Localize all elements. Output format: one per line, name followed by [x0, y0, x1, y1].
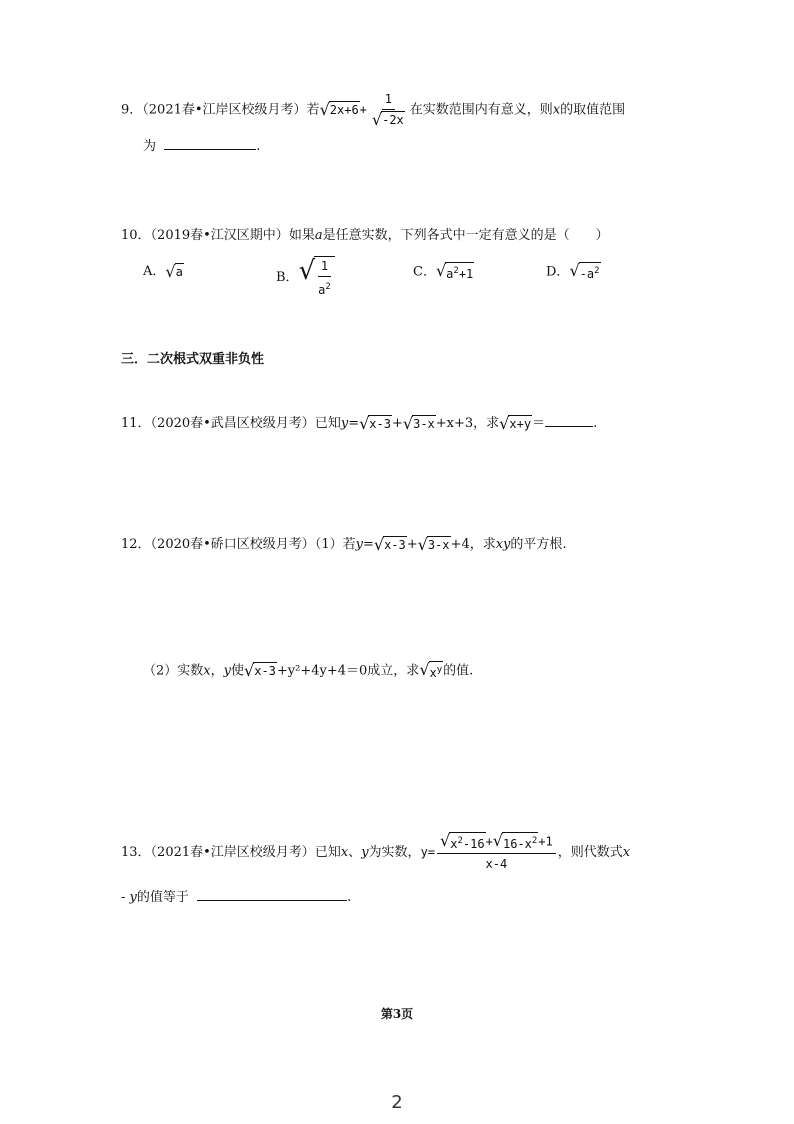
q9-fraction: 1 √ -2x: [371, 92, 404, 129]
question-10: 10．（2019春•江汉区期中）如果a是任意实数，下列各式中一定有意义的是（ ）: [121, 228, 609, 243]
question-9-line-2: 为 .: [143, 135, 260, 157]
section-heading: 三．二次根式双重非负性: [121, 352, 265, 367]
q13-fraction: √ $x^2-16$ + √ $16-x^2$ +1 x-4: [437, 832, 556, 873]
answer-blank-11[interactable]: [545, 412, 593, 427]
question-11: 11．（2020春•武昌区校级月考）已知y= √ x-3 + √ 3-x +x+3，求 √ x+y ＝ .: [121, 413, 598, 433]
page-footer: 第3页: [380, 1007, 414, 1021]
q9-radical-1: √ 2x+6: [319, 99, 359, 119]
q9-source: （2021春•江岸区校级月考）: [142, 102, 307, 118]
answer-blank-13[interactable]: [197, 886, 347, 901]
question-13-line-2: - y的值等于 .: [121, 886, 351, 908]
q9-number: 9．: [121, 102, 143, 118]
option-d[interactable]: D． √ $-a^2$: [546, 261, 600, 281]
page-number: 2: [391, 1092, 403, 1113]
question-13: 13．（2021春•江岸区校级月考）已知x、y为实数，y= √ $x^2-16$ + √ $16-x^2$ +1 x-4 ，则代数式x: [121, 831, 631, 871]
option-c[interactable]: C． √ $a^2+1$: [413, 261, 474, 281]
question-9: 9．（2021春•江岸区校级月考）若 √ 2x+6 + 1 √ -2x 在实数范围内有意义，则x的取值范围: [121, 92, 626, 129]
q9-text: 若: [306, 102, 320, 118]
question-12-part-2: （2）实数x，y使 √ x-3 +y²+4y+4＝0成立，求 √ $x^y$ 的值.: [143, 660, 474, 680]
answer-blank-9[interactable]: [164, 135, 256, 150]
option-b[interactable]: B． √ $\frac{1}{a^2}$: [276, 256, 335, 299]
question-12-part-1: 12．（2020春•硚口区校级月考）（1）若y= √ x-3 + √ 3-x +4，求xy的平方根.: [121, 534, 567, 554]
option-a[interactable]: A． √ a: [143, 261, 183, 281]
